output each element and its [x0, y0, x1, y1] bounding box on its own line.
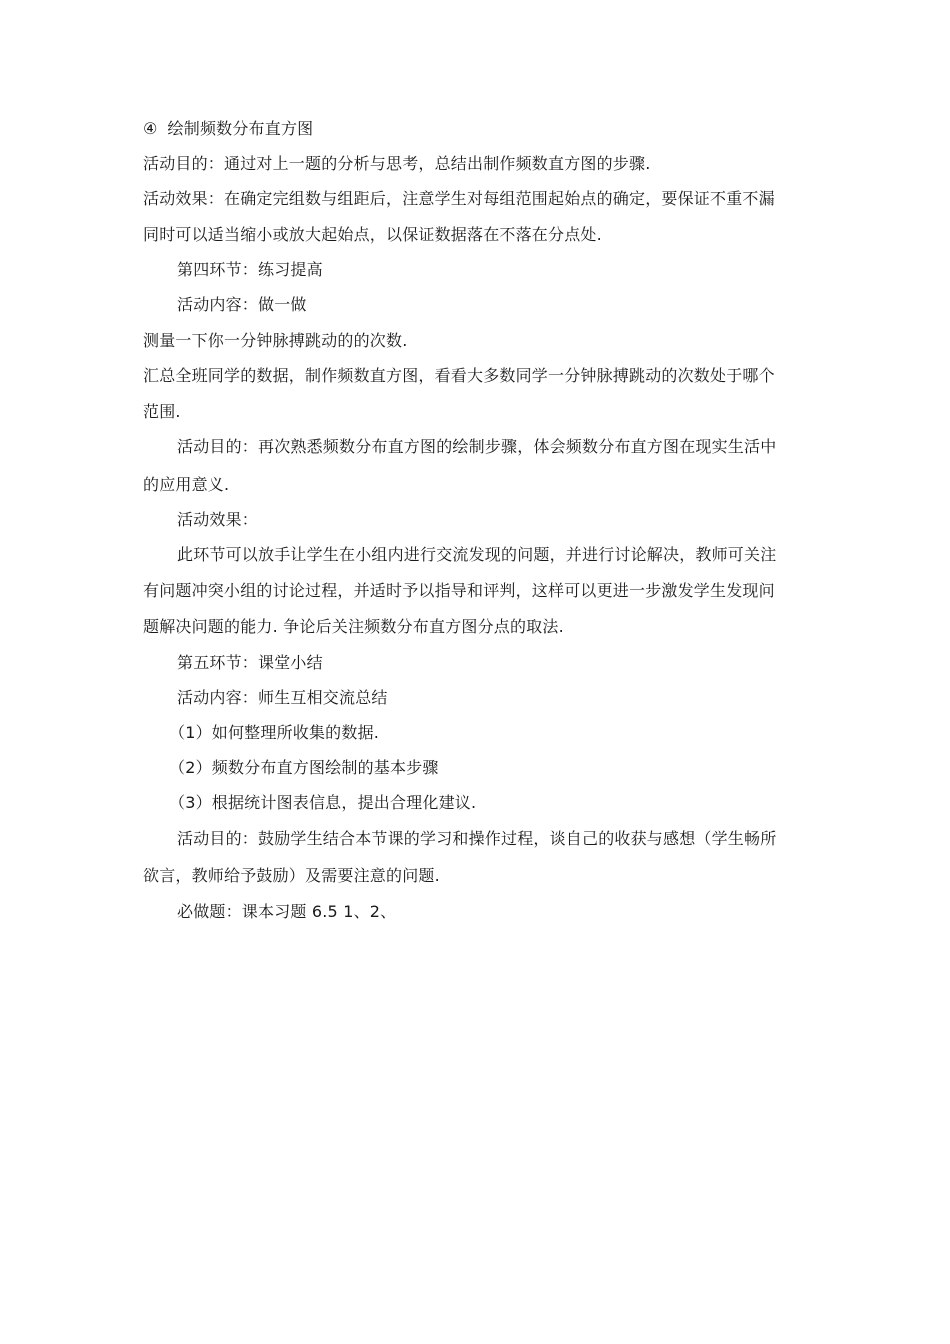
paragraph-line: 此环节可以放手让学生在小组内进行交流发现的问题，并进行讨论解决，教师可关注 — [177, 545, 777, 564]
paragraph-line: 活动效果： — [177, 510, 259, 529]
section-heading-practice: 第四环节：练习提高 — [177, 260, 323, 279]
heading-text: 绘制频数分布直方图 — [167, 119, 314, 138]
homework-line: 必做题：课本习题 6.5 1、2、 — [177, 902, 397, 921]
paragraph-line: 有问题冲突小组的讨论过程，并适时予以指导和评判，这样可以更进一步激发学生发现问 — [143, 581, 775, 600]
section-heading-histogram — [143, 117, 813, 141]
list-item: （1）如何整理所收集的数据. — [169, 723, 380, 742]
paragraph-line: 范围. — [143, 402, 181, 421]
paragraph-line: 活动内容：师生互相交流总结 — [177, 688, 388, 707]
paragraph-line: 同时可以适当缩小或放大起始点，以保证数据落在不落在分点处. — [143, 225, 602, 244]
paragraph-line: 题解决问题的能力. 争论后关注频数分布直方图分点的取法. — [143, 617, 564, 636]
paragraph-line: 活动目的：通过对上一题的分析与思考，总结出制作频数直方图的步骤. — [143, 154, 651, 173]
paragraph-line: 的应用意义. — [143, 475, 230, 494]
paragraph-line: 测量一下你一分钟脉搏跳动的的次数. — [143, 331, 408, 350]
list-item: （3）根据统计图表信息，提出合理化建议. — [169, 793, 477, 812]
paragraph-line: 活动目的：鼓励学生结合本节课的学习和操作过程，谈自己的收获与感想（学生畅所 — [177, 829, 777, 848]
list-item: （2）频数分布直方图绘制的基本步骤 — [169, 758, 439, 777]
paragraph-line: 活动目的：再次熟悉频数分布直方图的绘制步骤，体会频数分布直方图在现实生活中 — [177, 437, 777, 456]
paragraph-line: 欲言，教师给予鼓励）及需要注意的问题. — [143, 866, 440, 885]
paragraph-line: 汇总全班同学的数据，制作频数直方图，看看大多数同学一分钟脉搏跳动的次数处于哪个 — [143, 366, 775, 385]
section-heading-summary: 第五环节：课堂小结 — [177, 653, 323, 672]
paragraph-line: 活动效果：在确定完组数与组距后，注意学生对每组范围起始点的确定，要保证不重不漏 — [143, 189, 775, 208]
paragraph-line: 活动内容：做一做 — [177, 295, 307, 314]
circled-number: ④ — [143, 119, 158, 138]
